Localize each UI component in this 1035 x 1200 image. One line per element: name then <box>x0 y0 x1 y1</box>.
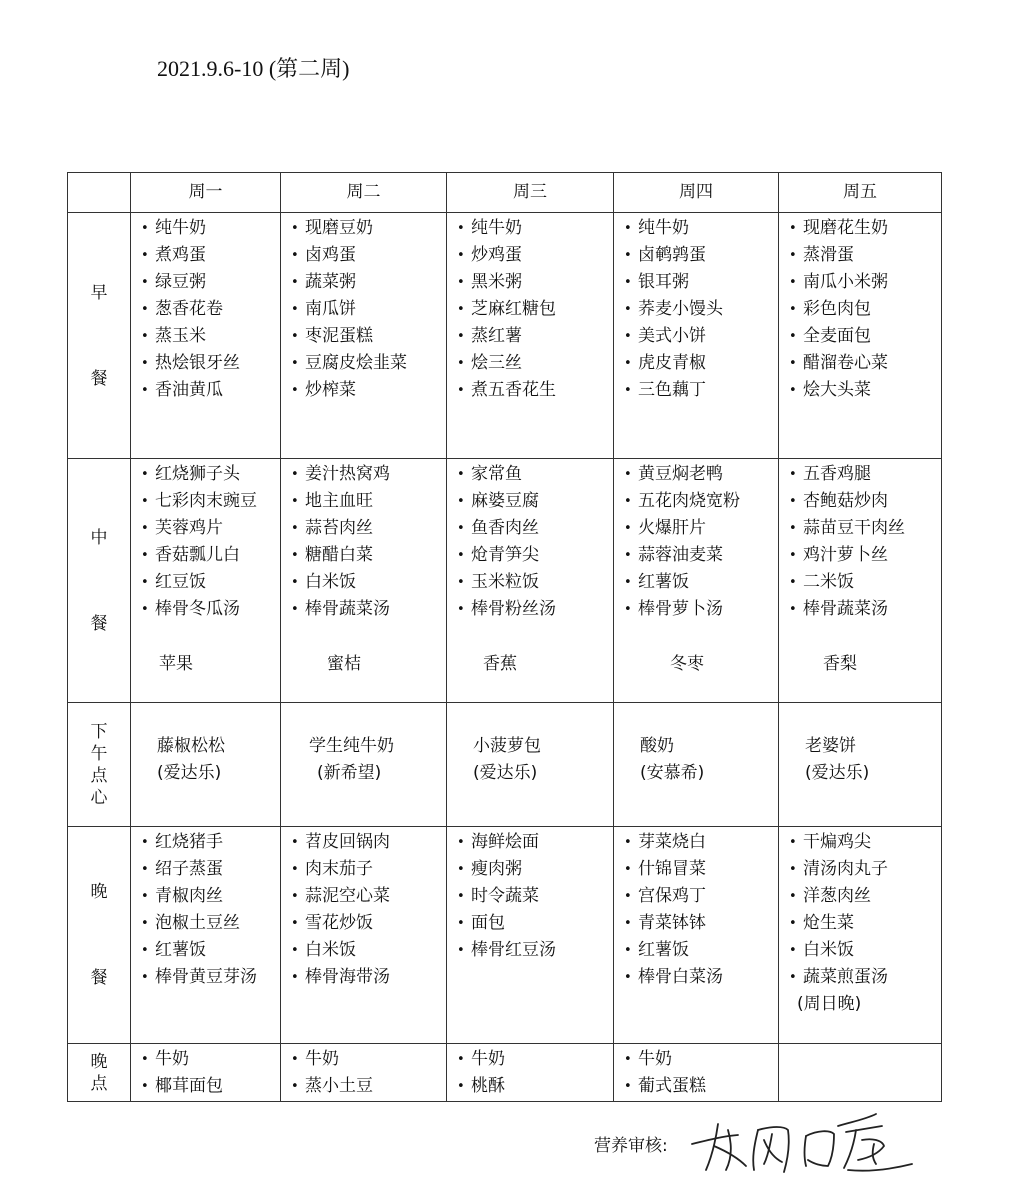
menu-item: • 芙蓉鸡片 <box>139 515 280 542</box>
menu-item: • 红薯饭 <box>622 569 778 596</box>
menu-item: • 炝生菜 <box>787 910 941 937</box>
menu-item: • 火爆肝片 <box>622 515 778 542</box>
menu-item: • 蒸红薯 <box>455 323 613 350</box>
day-header: 周五 <box>779 173 942 213</box>
menu-item: • 五花肉烧宽粉 <box>622 488 778 515</box>
menu-item-list <box>447 213 613 404</box>
menu-item: • 全麦面包 <box>787 323 941 350</box>
menu-item: • 雪花炒饭 <box>289 910 446 937</box>
snack-cell: 老婆饼 (爱达乐) <box>779 703 942 827</box>
corner-cell <box>68 173 131 213</box>
menu-item: • 棒骨粉丝汤 <box>455 596 613 623</box>
menu-cell <box>779 459 942 703</box>
menu-cell <box>447 1044 614 1102</box>
menu-item-list <box>281 459 446 623</box>
menu-cell <box>131 459 281 703</box>
menu-item: • 白米饭 <box>289 569 446 596</box>
menu-item: • 泡椒土豆丝 <box>139 910 280 937</box>
menu-item: • 蔬菜煎蛋汤 <box>787 964 941 991</box>
menu-cell <box>779 827 942 1044</box>
menu-item-list <box>131 213 280 404</box>
menu-item: • 青菜钵钵 <box>622 910 778 937</box>
menu-cell <box>614 1044 779 1102</box>
day-header: 周一 <box>131 173 281 213</box>
fruit-label: 冬枣 <box>670 654 704 674</box>
menu-item: • 黄豆焖老鸭 <box>622 461 778 488</box>
menu-item-list <box>614 213 778 404</box>
menu-item: • 麻婆豆腐 <box>455 488 613 515</box>
meal-label-dinner: 晚 餐 <box>68 827 131 1044</box>
menu-item-list <box>779 213 941 404</box>
menu-item: • 棒骨黄豆芽汤 <box>139 964 280 991</box>
menu-item-list <box>281 827 446 991</box>
menu-cell <box>281 213 447 459</box>
menu-cell <box>281 1044 447 1102</box>
menu-item: • 银耳粥 <box>622 269 778 296</box>
menu-item: • 芝麻红糖包 <box>455 296 613 323</box>
lunch-row <box>68 459 942 703</box>
menu-item: • 现磨豆奶 <box>289 215 446 242</box>
menu-item-list <box>614 459 778 623</box>
signature-image <box>688 1100 918 1180</box>
menu-item: • 炝青笋尖 <box>455 542 613 569</box>
menu-item-list <box>779 1044 941 1046</box>
menu-item: • 糖醋白菜 <box>289 542 446 569</box>
menu-item: • 芽菜烧白 <box>622 829 778 856</box>
menu-item-list <box>281 1044 446 1100</box>
meal-label-night-snack: 晚点 <box>68 1044 131 1102</box>
menu-item: • 南瓜小米粥 <box>787 269 941 296</box>
menu-item: • 红烧猪手 <box>139 829 280 856</box>
menu-item-list <box>131 827 280 991</box>
menu-item: • 蒜蓉油麦菜 <box>622 542 778 569</box>
menu-item: • 棒骨冬瓜汤 <box>139 596 280 623</box>
menu-cell <box>614 827 779 1044</box>
menu-item: • 黑米粥 <box>455 269 613 296</box>
dinner-row <box>68 827 942 1044</box>
meal-label-breakfast: 早 餐 <box>68 213 131 459</box>
menu-item: • 棒骨萝卜汤 <box>622 596 778 623</box>
menu-item: • 蒜苗豆干肉丝 <box>787 515 941 542</box>
menu-item-list <box>447 1044 613 1100</box>
menu-item: • 棒骨蔬菜汤 <box>289 596 446 623</box>
weekly-menu-table <box>67 172 942 1102</box>
menu-item: • 桃酥 <box>455 1073 613 1100</box>
menu-item: • 鸡汁萝卜丝 <box>787 542 941 569</box>
menu-cell <box>614 459 779 703</box>
menu-item: • 地主血旺 <box>289 488 446 515</box>
menu-item-list <box>447 459 613 623</box>
menu-item: • 什锦冒菜 <box>622 856 778 883</box>
menu-item: • 白米饭 <box>289 937 446 964</box>
menu-item: • 蒜泥空心菜 <box>289 883 446 910</box>
menu-item: • 纯牛奶 <box>139 215 280 242</box>
menu-item: • 炒榨菜 <box>289 377 446 404</box>
menu-cell <box>447 459 614 703</box>
day-header: 周二 <box>281 173 447 213</box>
menu-item: • 彩色肉包 <box>787 296 941 323</box>
menu-item-list <box>131 1044 280 1100</box>
menu-cell <box>131 827 281 1044</box>
menu-item: • 苕皮回锅肉 <box>289 829 446 856</box>
meal-label-afternoon-snack: 下午点心 <box>68 703 131 827</box>
menu-item: • 蒜苔肉丝 <box>289 515 446 542</box>
day-header: 周三 <box>447 173 614 213</box>
menu-item: • 家常鱼 <box>455 461 613 488</box>
menu-item-list <box>447 827 613 964</box>
menu-item: • 绿豆粥 <box>139 269 280 296</box>
menu-item: • 炒鸡蛋 <box>455 242 613 269</box>
menu-item: • 杏鲍菇炒肉 <box>787 488 941 515</box>
meal-label-lunch: 中 餐 <box>68 459 131 703</box>
menu-item: • 清汤肉丸子 <box>787 856 941 883</box>
menu-item: • 热烩银牙丝 <box>139 350 280 377</box>
menu-item: • 洋葱肉丝 <box>787 883 941 910</box>
menu-item: • 七彩肉末豌豆 <box>139 488 280 515</box>
menu-item: • 煮鸡蛋 <box>139 242 280 269</box>
menu-cell <box>131 213 281 459</box>
menu-item: • 蒸玉米 <box>139 323 280 350</box>
menu-item: • 瘦肉粥 <box>455 856 613 883</box>
menu-item-list <box>281 213 446 404</box>
menu-item: • 牛奶 <box>622 1046 778 1073</box>
menu-item: • 卤鹌鹑蛋 <box>622 242 778 269</box>
menu-item: • 五香鸡腿 <box>787 461 941 488</box>
menu-item: • 纯牛奶 <box>455 215 613 242</box>
menu-item-list <box>779 827 941 991</box>
menu-item: • 海鲜烩面 <box>455 829 613 856</box>
menu-item: • 红豆饭 <box>139 569 280 596</box>
menu-item: • 烩大头菜 <box>787 377 941 404</box>
snack-cell: 学生纯牛奶 (新希望) <box>281 703 447 827</box>
page-title: 2021.9.6-10 (第二周) <box>157 56 350 81</box>
menu-item: • 葱香花卷 <box>139 296 280 323</box>
snack-cell: 酸奶 (安慕希) <box>614 703 779 827</box>
menu-item: • 棒骨蔬菜汤 <box>787 596 941 623</box>
night-snack-row <box>68 1044 942 1102</box>
menu-item: • 二米饭 <box>787 569 941 596</box>
fruit-label: 苹果 <box>159 654 193 674</box>
menu-item: • 美式小饼 <box>622 323 778 350</box>
menu-item: • 烩三丝 <box>455 350 613 377</box>
menu-item-list <box>614 1044 778 1100</box>
menu-cell <box>131 1044 281 1102</box>
menu-item: • 牛奶 <box>289 1046 446 1073</box>
menu-item: • 卤鸡蛋 <box>289 242 446 269</box>
menu-item: • 香菇瓢儿白 <box>139 542 280 569</box>
breakfast-row <box>68 213 942 459</box>
menu-item: • 红烧狮子头 <box>139 461 280 488</box>
menu-item: • 蒸滑蛋 <box>787 242 941 269</box>
menu-item: • 南瓜饼 <box>289 296 446 323</box>
menu-item: • 三色藕丁 <box>622 377 778 404</box>
menu-item: • 醋溜卷心菜 <box>787 350 941 377</box>
menu-item: • 香油黄瓜 <box>139 377 280 404</box>
menu-item: • 蒸小土豆 <box>289 1073 446 1100</box>
menu-item: • 牛奶 <box>139 1046 280 1073</box>
menu-item: • 时令蔬菜 <box>455 883 613 910</box>
menu-item: • 肉末茄子 <box>289 856 446 883</box>
menu-cell <box>281 459 447 703</box>
snack-cell: 藤椒松松 (爱达乐) <box>131 703 281 827</box>
menu-cell <box>779 213 942 459</box>
menu-item: • 纯牛奶 <box>622 215 778 242</box>
menu-cell <box>447 213 614 459</box>
menu-item: • 枣泥蛋糕 <box>289 323 446 350</box>
menu-cell <box>779 1044 942 1102</box>
menu-item: • 棒骨白菜汤 <box>622 964 778 991</box>
menu-item: • 玉米粒饭 <box>455 569 613 596</box>
menu-item: • 椰茸面包 <box>139 1073 280 1100</box>
day-header: 周四 <box>614 173 779 213</box>
menu-item: • 白米饭 <box>787 937 941 964</box>
menu-item: • 虎皮青椒 <box>622 350 778 377</box>
fruit-label: 香蕉 <box>483 654 517 674</box>
menu-item: • 荞麦小馒头 <box>622 296 778 323</box>
menu-item: • 绍子蒸蛋 <box>139 856 280 883</box>
review-label: 营养审核: <box>594 1136 668 1156</box>
menu-cell <box>614 213 779 459</box>
snack-cell: 小菠萝包 (爱达乐) <box>447 703 614 827</box>
menu-cell <box>281 827 447 1044</box>
menu-item: • 牛奶 <box>455 1046 613 1073</box>
menu-item: • 煮五香花生 <box>455 377 613 404</box>
menu-item: • 干煸鸡尖 <box>787 829 941 856</box>
menu-item-list <box>779 459 941 623</box>
menu-item: • 宫保鸡丁 <box>622 883 778 910</box>
menu-item: • 红薯饭 <box>622 937 778 964</box>
menu-cell <box>447 827 614 1044</box>
menu-item-list <box>131 459 280 623</box>
menu-item: • 姜汁热窝鸡 <box>289 461 446 488</box>
menu-item: • 葡式蛋糕 <box>622 1073 778 1100</box>
afternoon-snack-row <box>68 703 942 827</box>
menu-item: • 红薯饭 <box>139 937 280 964</box>
menu-item: • 青椒肉丝 <box>139 883 280 910</box>
menu-item: • 蔬菜粥 <box>289 269 446 296</box>
menu-item: • 棒骨海带汤 <box>289 964 446 991</box>
menu-item: • 鱼香肉丝 <box>455 515 613 542</box>
menu-item: • 豆腐皮烩韭菜 <box>289 350 446 377</box>
menu-item: • 面包 <box>455 910 613 937</box>
menu-item-list <box>614 827 778 991</box>
fruit-label: 香梨 <box>823 654 857 674</box>
fruit-label: 蜜桔 <box>327 654 361 674</box>
menu-item: • 现磨花生奶 <box>787 215 941 242</box>
friday-dinner-note: (周日晚) <box>797 994 862 1014</box>
menu-item: • 棒骨红豆汤 <box>455 937 613 964</box>
header-row <box>68 173 942 213</box>
